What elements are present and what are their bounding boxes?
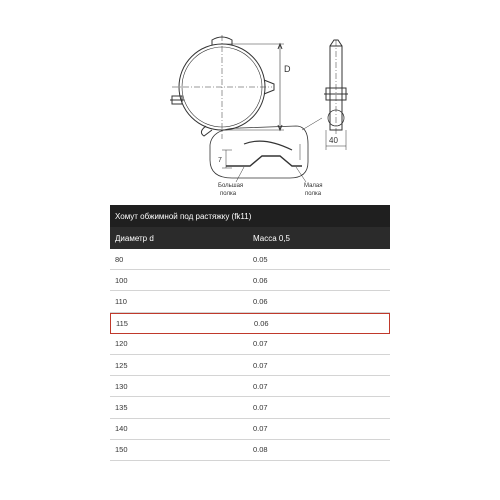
cell-mass: 0.06 [253,296,268,306]
table-row [110,376,390,397]
cell-diameter: 125 [115,360,128,370]
column-header-diameter: Диаметр d [115,233,154,243]
cell-mass: 0.07 [253,402,268,412]
table-row [110,355,390,376]
width-label: 40 [329,136,338,145]
cell-mass: 0.07 [253,339,268,349]
cell-diameter: 130 [115,381,128,391]
table-row [110,440,390,461]
clamp-front-view [170,35,284,139]
table-row [110,334,390,355]
cell-diameter: 135 [115,402,128,412]
cell-diameter: 115 [116,318,128,328]
table-header-row [110,227,390,249]
table-row [110,397,390,418]
table-title: Хомут обжимной под растяжку (fk11) [115,211,252,221]
small-shelf-label-2: полка [305,191,322,197]
cell-diameter: 150 [115,445,128,455]
cell-diameter: 80 [115,254,124,264]
clamp-drawing-svg [0,0,500,200]
technical-drawing [0,0,500,200]
cell-mass: 0.07 [253,424,268,434]
cell-mass: 0.07 [253,381,268,391]
cell-mass: 0.05 [253,254,268,264]
height-label: 7 [218,157,222,164]
small-shelf-label-1: Малая [304,183,323,189]
cell-diameter: 140 [115,424,128,434]
table-row [110,419,390,440]
clamp-side-view [302,40,348,150]
big-shelf-label-2: полка [220,191,237,197]
table-body [110,249,390,461]
specs-table [110,205,390,461]
cell-mass: 0.06 [253,275,268,285]
cell-mass: 0.08 [253,445,268,455]
table-title-bar [110,205,390,227]
cell-diameter: 120 [115,339,128,349]
big-shelf-label-1: Большая [218,183,244,189]
cell-mass: 0.06 [254,318,269,328]
table-row [110,313,390,334]
cell-diameter: 100 [115,275,128,285]
profile-detail-view [210,126,308,182]
table-row [110,291,390,312]
column-header-mass: Масса 0,5 [253,233,290,243]
cell-diameter: 110 [115,296,127,306]
table-row [110,249,390,270]
diameter-label: D [284,64,291,74]
cell-mass: 0.07 [253,360,268,370]
table-row [110,270,390,291]
